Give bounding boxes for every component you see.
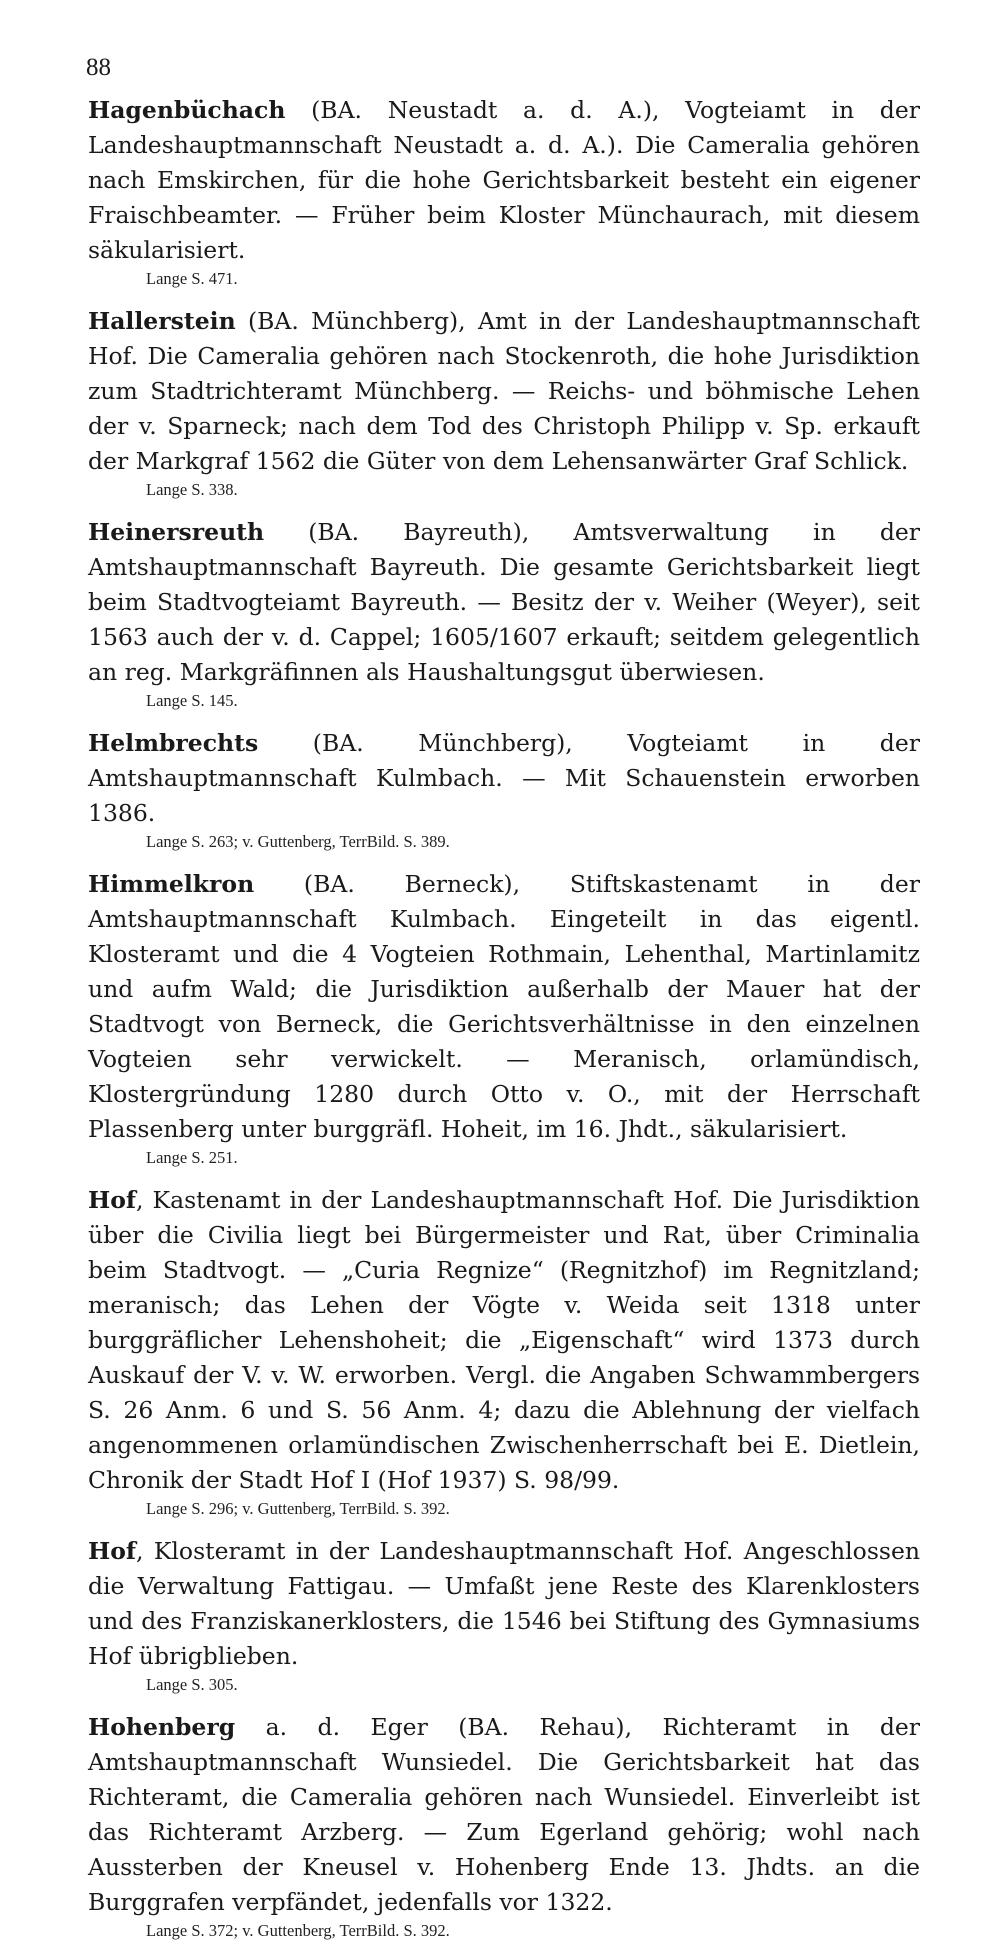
entry-text (88, 867, 920, 1147)
entry-title: Hof (88, 1186, 136, 1214)
entry-source: Lange S. 338. (146, 480, 238, 499)
entry-body: , Klosteramt in der Landeshauptmannschaft Hof. Angeschlossen die Verwaltung Fattigau. — Umfaßt jene Reste des Klarenklosters und des Franziskanerklosters, die 1546 bei Stiftung des Gymnasiums Hof übrigblieben. (88, 1537, 920, 1670)
entry-body: (BA. Münchberg), Vogteiamt in der Amtshauptmannschaft Kulmbach. — Mit Schauenstein erworben 1386. (88, 729, 920, 827)
entry-helmbrechts (88, 726, 920, 853)
entry-title: Hof (88, 1537, 136, 1565)
entry-text (88, 1534, 920, 1674)
entry-source: Lange S. 296; v. Guttenberg, TerrBild. S. 392. (146, 1499, 450, 1518)
entry-title: Helmbrechts (88, 729, 259, 757)
entry-source: Lange S. 305. (146, 1675, 238, 1694)
entry-body: (BA. Bayreuth), Amtsverwaltung in der Amtshauptmannschaft Bayreuth. Die gesamte Gerichtsbarkeit liegt beim Stadtvogteiamt Bayreuth. — Besitz der v. Weiher (Weyer), seit 1563 auch der v. d. Cappel; 1605/1607 erkauft; seitdem gelegentlich an reg. Markgräfinnen als Haushaltungsgut überwiesen. (88, 518, 920, 686)
entry-list (88, 93, 920, 1956)
entry-hof-klosteramt (88, 1534, 920, 1696)
entry-source: Lange S. 263; v. Guttenberg, TerrBild. S. 389. (146, 832, 450, 851)
entry-source: Lange S. 251. (146, 1148, 238, 1167)
entry-text (88, 304, 920, 479)
entry-hallerstein (88, 304, 920, 501)
entry-text (88, 726, 920, 831)
entry-source: Lange S. 145. (146, 691, 238, 710)
entry-body: a. d. Eger (BA. Rehau), Richteramt in der Amtshauptmannschaft Wunsiedel. Die Gerichtsbarkeit hat das Richteramt, die Cameralia gehören nach Wunsiedel. Einverleibt ist das Richteramt Arzberg. — Zum Egerland gehörig; wohl nach Aussterben der Kneusel v. Hohenberg Ende 13. Jhdts. an die Burggrafen verpfändet, jedenfalls vor 1322. (88, 1713, 920, 1916)
entry-hagenbuechach (88, 93, 920, 290)
entry-source: Lange S. 471. (146, 269, 238, 288)
entry-himmelkron (88, 867, 920, 1169)
page-number: 88 (86, 54, 111, 81)
entry-body: (BA. Münchberg), Amt in der Landeshauptmannschaft Hof. Die Cameralia gehören nach Stockenroth, die hohe Jurisdiktion zum Stadtrichteramt Münchberg. — Reichs- und böhmische Lehen der v. Sparneck; nach dem Tod des Christoph Philipp v. Sp. erkauft der Markgraf 1562 die Güter von dem Lehensanwärter Graf Schlick. (88, 307, 920, 475)
entry-heinersreuth (88, 515, 920, 712)
entry-body: (BA. Neustadt a. d. A.), Vogteiamt in der Landeshauptmannschaft Neustadt a. d. A.). Die Cameralia gehören nach Emskirchen, für die hohe Gerichtsbarkeit besteht ein eigener Fraischbeamter. — Früher beim Kloster Münchaurach, mit diesem säkularisiert. (88, 96, 920, 264)
entry-title: Hohenberg (88, 1713, 236, 1741)
entry-body: , Kastenamt in der Landeshauptmannschaft Hof. Die Jurisdiktion über die Civilia liegt bei Bürgermeister und Rat, über Criminalia beim Stadtvogt. — „Curia Regnize“ (Regnitzhof) im Regnitzland; meranisch; das Lehen der Vögte v. Weida seit 1318 unter burggräflicher Lehenshoheit; die „Eigenschaft“ wird 1373 durch Auskauf der V. v. W. erworben. Vergl. die Angaben Schwammbergers S. 26 Anm. 6 und S. 56 Anm. 4; dazu die Ablehnung der vielfach angenommenen orlamündischen Zwischenherrschaft bei E. Dietlein, Chronik der Stadt Hof I (Hof 1937) S. 98/99. (88, 1186, 920, 1494)
entry-title: Himmelkron (88, 870, 255, 898)
entry-body: (BA. Berneck), Stiftskastenamt in der Amtshauptmannschaft Kulmbach. Eingeteilt in das eigentl. Klosteramt und die 4 Vogteien Rothmain, Lehenthal, Martinlamitz und aufm Wald; die Jurisdiktion außerhalb der Mauer hat der Stadtvogt von Berneck, die Gerichtsverhältnisse in den einzelnen Vogteien sehr verwickelt. — Meranisch, orlamündisch, Klostergründung 1280 durch Otto v. O., mit der Herrschaft Plassenberg unter burggräfl. Hoheit, im 16. Jhdt., säkularisiert. (88, 870, 920, 1143)
entry-source: Lange S. 372; v. Guttenberg, TerrBild. S. 392. (146, 1921, 450, 1940)
entry-title: Heinersreuth (88, 518, 265, 546)
entry-text (88, 1710, 920, 1920)
entry-text (88, 1183, 920, 1498)
entry-hohenberg (88, 1710, 920, 1942)
entry-text (88, 515, 920, 690)
entry-hof-kastenamt (88, 1183, 920, 1520)
entry-title: Hallerstein (88, 307, 236, 335)
entry-title: Hagenbüchach (88, 96, 286, 124)
entry-text (88, 93, 920, 268)
